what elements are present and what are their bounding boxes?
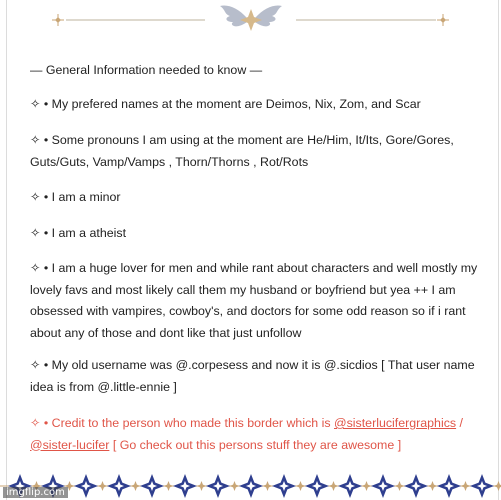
list-item [30,130,495,173]
sparkle-icon [52,14,64,26]
list-item [30,223,495,245]
bullet-sparkle-icon: ✧ • [30,416,49,430]
big-star-center-icon [444,481,454,491]
list-item [30,355,495,398]
credit-link-sisterlucifergraphics[interactable]: @sisterlucifergraphics [334,416,457,430]
small-star-icon [395,481,405,491]
list-item [30,187,495,209]
wings-icon [220,6,282,32]
list-item-text: My prefered names at the moment are Deimos, Nix, Zom, and Scar [51,97,421,111]
bullet-sparkle-icon: ✧ • [30,226,49,240]
watermark: imgflip.com [3,487,68,498]
big-star-center-icon [180,481,190,491]
bullet-sparkle-icon: ✧ • [30,261,49,275]
list-item [30,258,495,344]
list-item-text: I am a atheist [51,226,127,240]
bullet-sparkle-icon: ✧ • [30,358,49,372]
bullet-sparkle-icon: ✧ • [30,133,49,147]
small-star-icon [263,481,273,491]
list-item-text: My old username was @.corpesess and now it is @.sicdios [ That user name idea is from @.little-ennie ] [30,358,475,394]
big-star-center-icon [114,481,124,491]
top-border [0,0,501,40]
small-star-icon [197,481,207,491]
big-star-center-icon [279,481,289,491]
small-star-icon [329,481,339,491]
credit-link-sister-lucifer[interactable]: @sister-lucifer [30,437,110,452]
credit-line [30,413,495,456]
bullet-sparkle-icon: ✧ • [30,190,49,204]
list-item-text: I am a minor [51,190,121,204]
big-star-center-icon [411,481,421,491]
small-star-icon [296,481,306,491]
small-star-icon [494,481,501,491]
small-star-icon [362,481,372,491]
star-border-icon [0,472,501,500]
bullet-sparkle-icon: ✧ • [30,97,49,111]
small-star-icon [461,481,471,491]
section-title: — General Information needed to know — [30,63,263,77]
big-star-center-icon [345,481,355,491]
credit-text-after: [ Go check out this persons stuff they are awesome ] [112,437,402,452]
big-star-center-icon [378,481,388,491]
list-item-text: Some pronouns I am using at the moment are He/Him, It/Its, Gore/Gores, Guts/Guts, Vamp/Vamps , Thorn/Thorns , Rot/Rots [30,133,454,169]
small-star-icon [230,481,240,491]
credit-text: Credit to the person who made this border which is [51,416,331,430]
big-star-center-icon [147,481,157,491]
small-star-icon [164,481,174,491]
sparkle-icon [437,14,449,26]
small-star-icon [98,481,108,491]
small-star-icon [131,481,141,491]
big-star-center-icon [81,481,91,491]
big-star-center-icon [213,481,223,491]
big-star-center-icon [312,481,322,491]
credit-separator: / [459,416,463,430]
big-star-center-icon [246,481,256,491]
list-item [30,94,495,116]
small-star-icon [428,481,438,491]
big-star-center-icon [477,481,487,491]
list-item-text: I am a huge lover for men and while rant about characters and well mostly my lovely favs and most likely call them my husband or boyfriend but yea ++ I am obsessed with vampires, cowboy's, and doctors for some odd reason so if i rant about any of those and dont like that just unfollow [30,261,478,340]
